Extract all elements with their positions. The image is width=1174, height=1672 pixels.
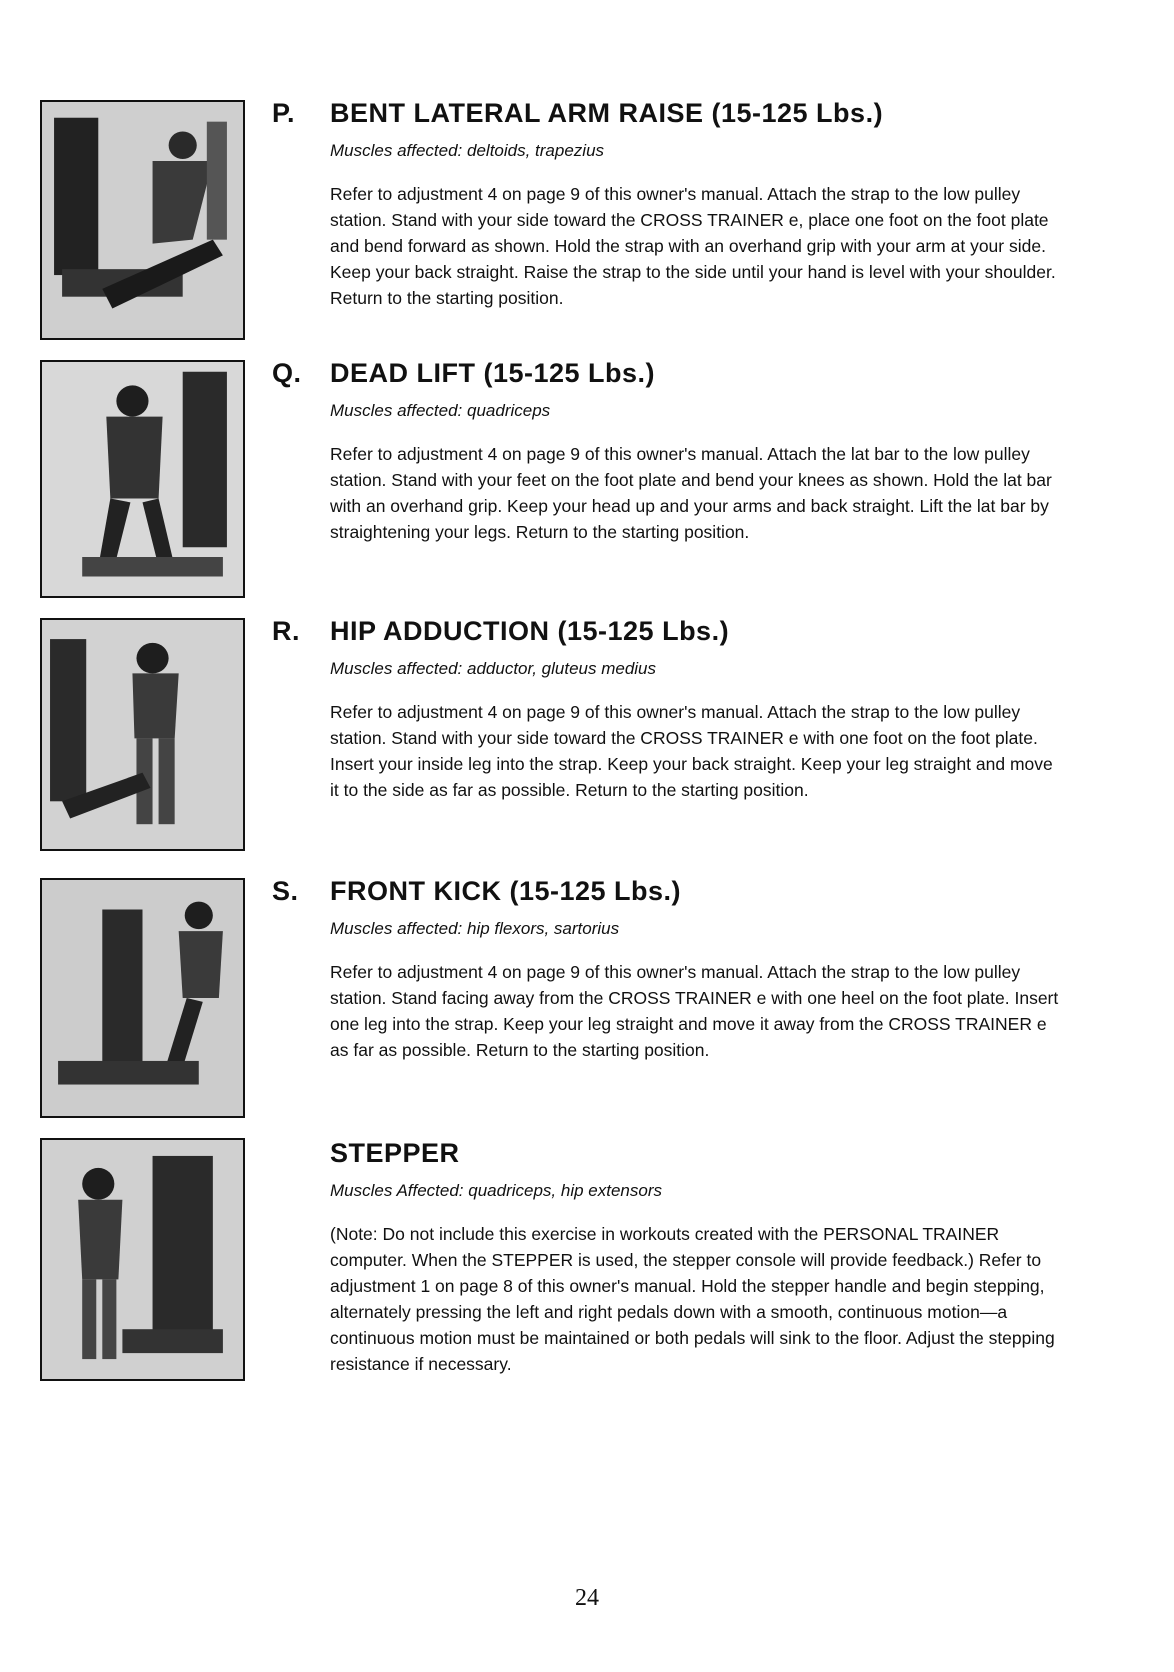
section-letter: S. bbox=[272, 876, 299, 906]
section-title: HIP ADDUCTION (15-125 Lbs.) bbox=[330, 616, 730, 646]
exercise-photo-hip-adduction bbox=[40, 618, 245, 851]
instructions-text: Refer to adjustment 4 on page 9 of this owner's manual. Attach the strap to the low pulley station. Stand facing away from the CROSS TRAINER e with one heel on the foot plate. Insert one leg into the strap. Keep your leg straight and move it away from the CROSS TRAINER e as far as possible. Return to the starting position. bbox=[330, 962, 1059, 1060]
section-title: STEPPER bbox=[330, 1138, 460, 1168]
exercise-section-dead-lift bbox=[272, 358, 1072, 545]
instructions-text: Refer to adjustment 4 on page 9 of this owner's manual. Attach the strap to the low pulley station. Stand with your side toward the CROSS TRAINER e, place one foot on the foot plate and bend forward as shown. Hold the strap with an overhand grip with your arm at your side. Keep your back straight. Raise the strap to the side until your hand is level with your shoulder. Return to the starting position. bbox=[330, 184, 1056, 308]
instructions-text: (Note: Do not include this exercise in workouts created with the PERSONAL TRAINER computer. When the STEPPER is used, the stepper console will provide feedback.) Refer to adjustment 1 on page 8 of this owner's manual. Hold the stepper handle and begin stepping, alternately pressing the left and right pedals down with a smooth, continuous motion—a continuous motion must be maintained or both pedals will sink to the floor. Adjust the stepping resistance if necessary. bbox=[330, 1224, 1055, 1374]
page-number: 24 bbox=[575, 1585, 599, 1611]
section-heading bbox=[272, 616, 1072, 647]
exercise-photo-front-kick bbox=[40, 878, 245, 1118]
muscles-affected: Muscles affected: deltoids, trapezius bbox=[330, 141, 605, 160]
muscles-affected: Muscles affected: adductor, gluteus medius bbox=[330, 659, 657, 678]
exercise-photo-bent-lateral-arm-raise bbox=[40, 100, 245, 340]
section-title: FRONT KICK (15-125 Lbs.) bbox=[330, 876, 682, 906]
exercise-photo-stepper bbox=[40, 1138, 245, 1381]
exercise-section-hip-adduction bbox=[272, 616, 1072, 803]
exercise-photo-dead-lift bbox=[40, 360, 245, 598]
instructions-text: Refer to adjustment 4 on page 9 of this owner's manual. Attach the lat bar to the low pulley station. Stand with your feet on the foot plate and bend your knees as shown. Hold the lat bar with an overhand grip. Keep your head up and your arms and back straight. Lift the lat bar by straightening your legs. Return to the starting position. bbox=[330, 444, 1052, 542]
instructions-text: Refer to adjustment 4 on page 9 of this owner's manual. Attach the strap to the low pulley station. Stand with your side toward the CROSS TRAINER e with one foot on the foot plate. Insert your inside leg into the strap. Keep your back straight. Keep your leg straight and move it to the side as far as possible. Return to the starting position. bbox=[330, 702, 1053, 800]
exercise-section-stepper bbox=[272, 1138, 1072, 1377]
section-letter: P. bbox=[272, 98, 296, 128]
section-title: DEAD LIFT (15-125 Lbs.) bbox=[330, 358, 656, 388]
section-heading bbox=[272, 358, 1072, 389]
section-heading bbox=[272, 98, 1072, 129]
muscles-affected: Muscles Affected: quadriceps, hip extensors bbox=[330, 1181, 662, 1200]
section-letter: R. bbox=[272, 616, 300, 646]
section-heading bbox=[330, 1138, 1072, 1169]
exercise-section-front-kick bbox=[272, 876, 1072, 1063]
exercise-section-bent-lateral-arm-raise bbox=[272, 98, 1072, 311]
section-letter: Q. bbox=[272, 358, 302, 388]
section-title: BENT LATERAL ARM RAISE (15-125 Lbs.) bbox=[330, 98, 884, 128]
muscles-affected: Muscles affected: quadriceps bbox=[330, 401, 551, 420]
muscles-affected: Muscles affected: hip flexors, sartorius bbox=[330, 919, 620, 938]
section-heading bbox=[272, 876, 1072, 907]
